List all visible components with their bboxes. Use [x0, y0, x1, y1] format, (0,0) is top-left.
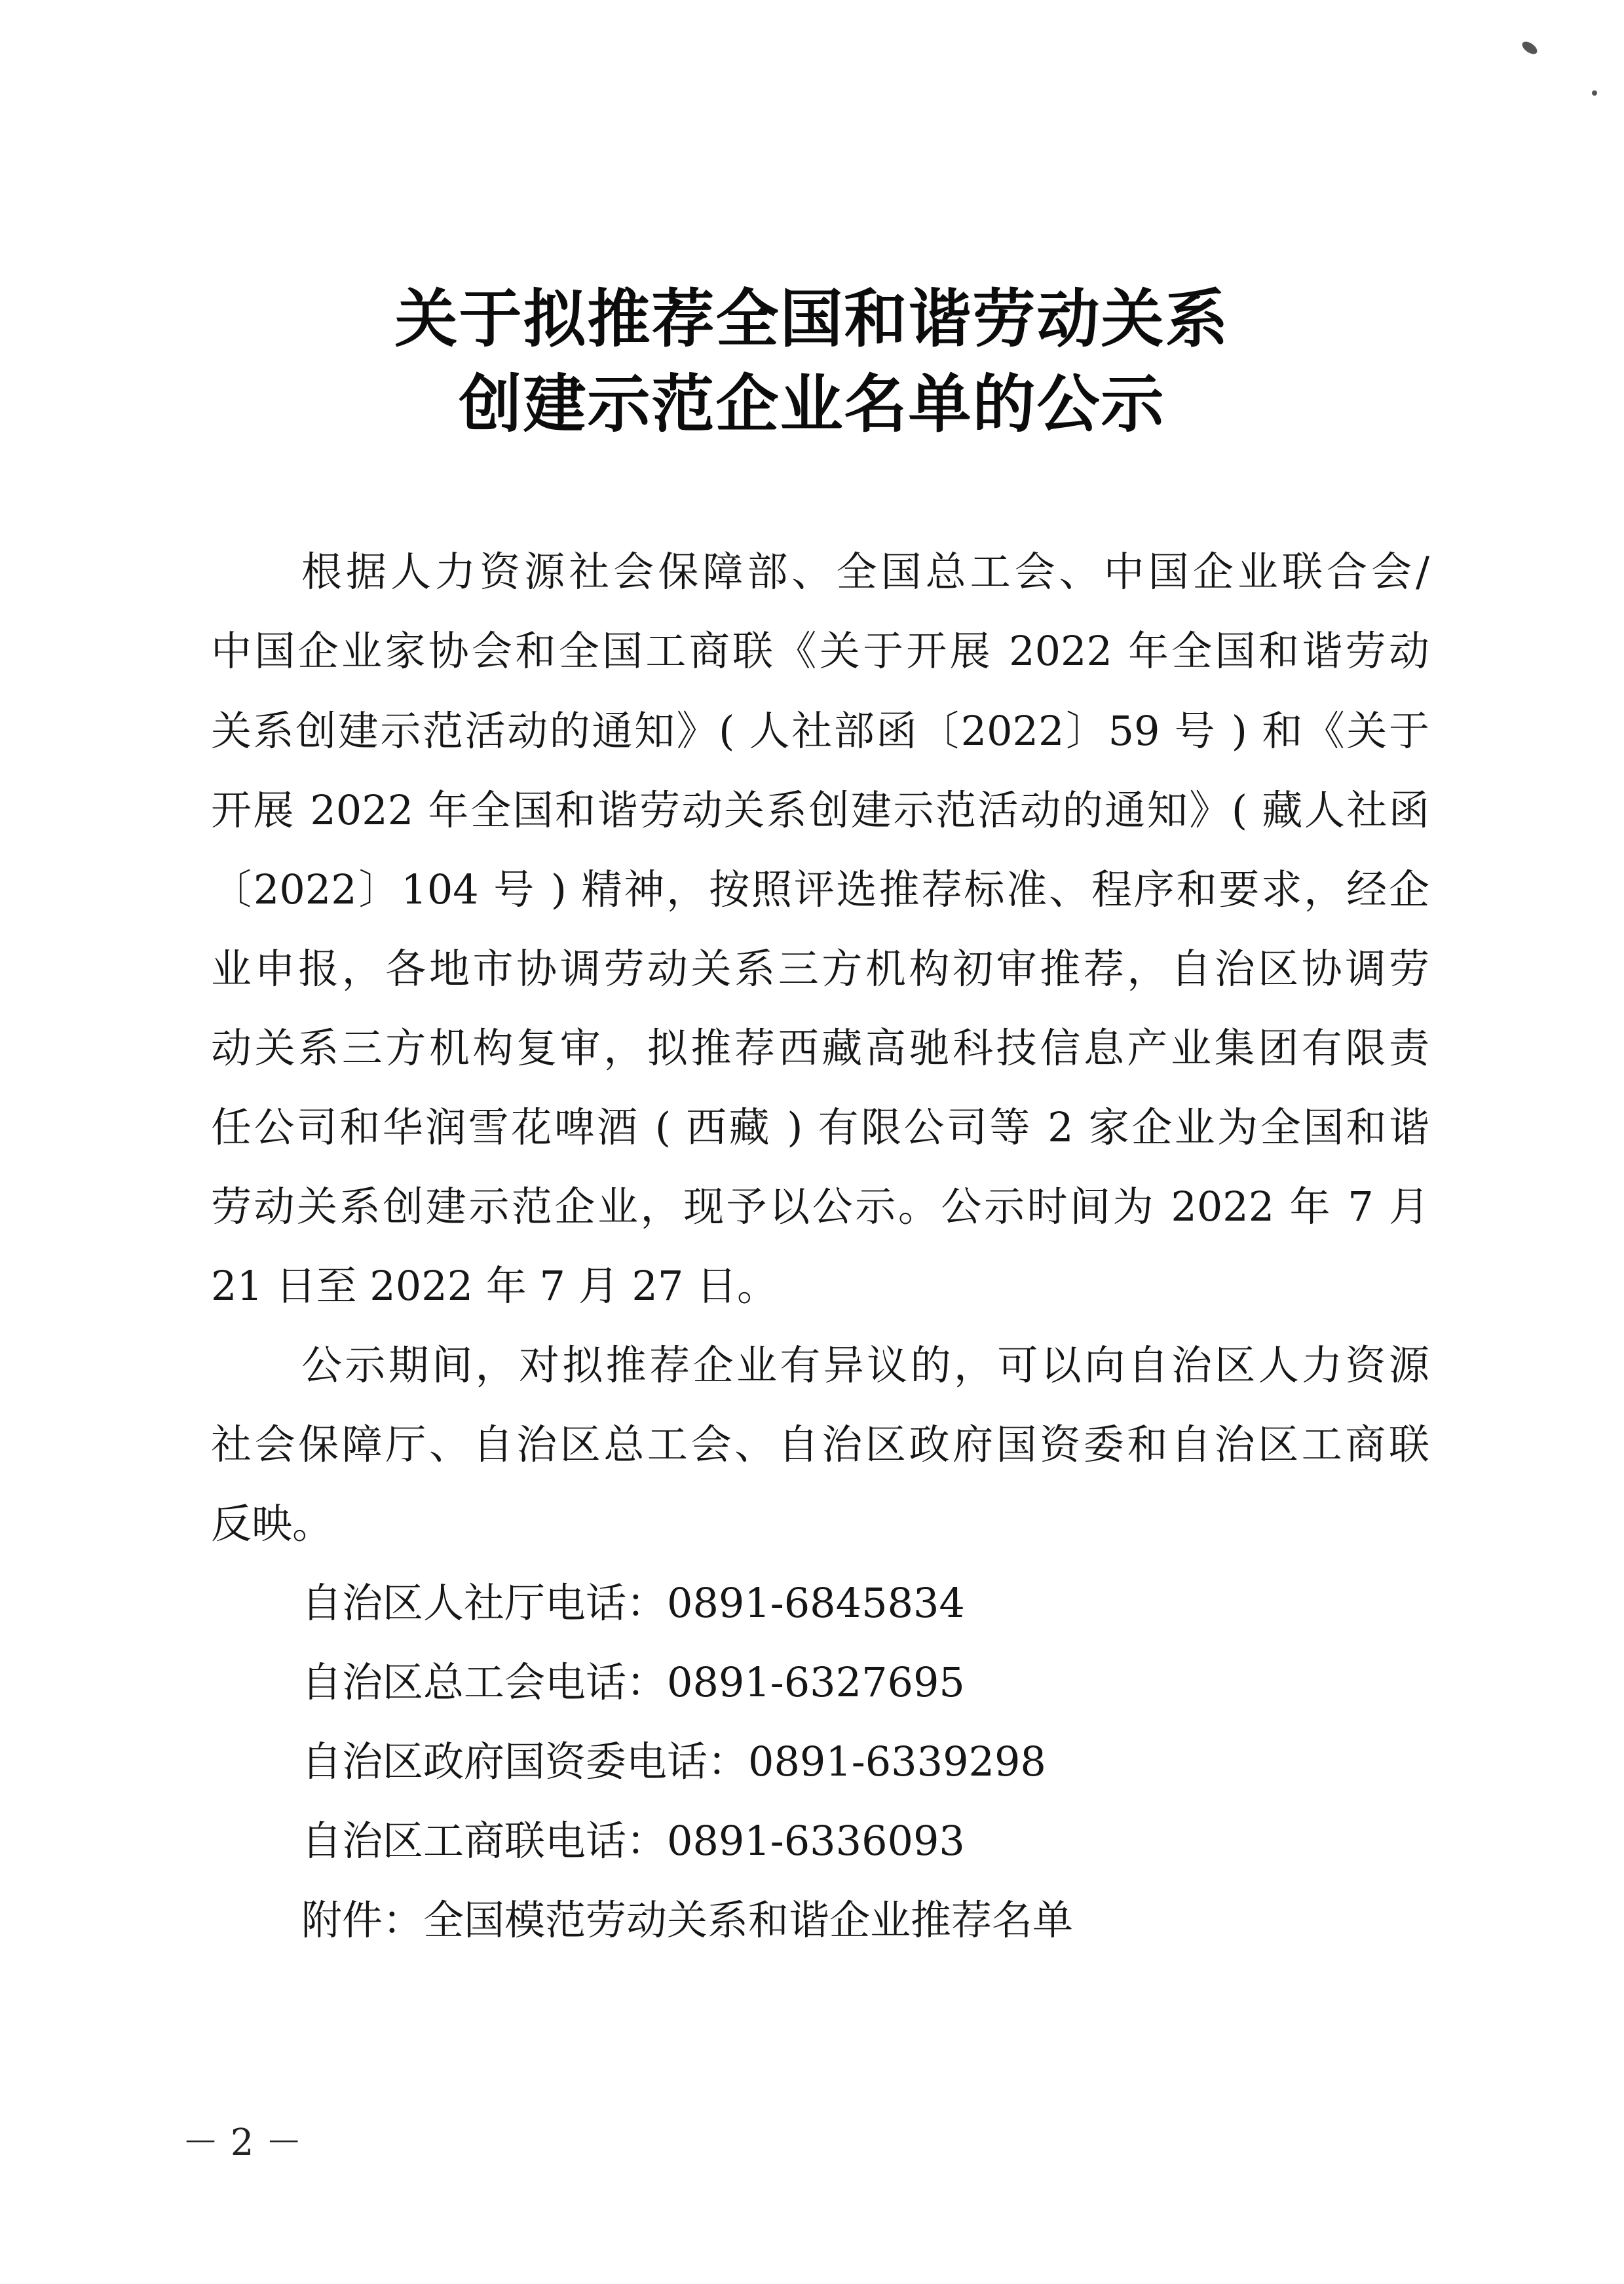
contact-phone-commerce: 自治区工商联电话：0891-6336093 [301, 1817, 965, 1865]
contact-phone-union: 自治区总工会电话：0891-6327695 [301, 1658, 965, 1706]
paragraph-1-line: 中国企业家协会和全国工商联《关于开展 2022 年全国和谐劳动 [211, 627, 1429, 675]
paragraph-1-line: 业申报，各地市协调劳动关系三方机构初审推荐，自治区协调劳 [211, 945, 1429, 993]
paragraph-1-line: 21 日至 2022 年 7 月 27 日。 [211, 1262, 778, 1310]
attachment-note: 附件：全国模范劳动关系和谐企业推荐名单 [301, 1896, 1074, 1944]
document-title-line-1: 关于拟推荐全国和谐劳动关系 [394, 282, 1230, 356]
paragraph-1-line: 关系创建示范活动的通知》( 人社部函〔2022〕59 号 ) 和《关于 [211, 707, 1429, 755]
document-title-line-2: 创建示范企业名单的公示 [459, 368, 1165, 441]
scan-speck [1520, 39, 1539, 56]
contact-phone-hr: 自治区人社厅电话：0891-6845834 [301, 1579, 965, 1627]
paragraph-1-line: 开展 2022 年全国和谐劳动关系创建示范活动的通知》( 藏人社函 [211, 786, 1429, 834]
scan-speck [1592, 90, 1597, 96]
paragraph-1-line: 任公司和华润雪花啤酒 ( 西藏 ) 有限公司等 2 家企业为全国和谐 [211, 1103, 1429, 1151]
paragraph-1-line: 劳动关系创建示范企业，现予以公示。公示时间为 2022 年 7 月 [211, 1183, 1429, 1230]
paragraph-2-line: 反映。 [211, 1500, 333, 1548]
paragraph-1-line: 〔2022〕104 号 ) 精神，按照评选推荐标准、程序和要求，经企 [211, 866, 1429, 913]
page-number: － 2 － [182, 2122, 303, 2164]
paragraph-2-line: 社会保障厅、自治区总工会、自治区政府国资委和自治区工商联 [211, 1420, 1429, 1468]
paragraph-1-line: 动关系三方机构复审，拟推荐西藏高驰科技信息产业集团有限责 [211, 1024, 1429, 1072]
paragraph-2-line: 公示期间，对拟推荐企业有异议的，可以向自治区人力资源 [301, 1341, 1429, 1389]
paragraph-1-line: 根据人力资源社会保障部、全国总工会、中国企业联合会/ [301, 548, 1429, 596]
contact-phone-sasac: 自治区政府国资委电话：0891-6339298 [301, 1738, 1046, 1785]
